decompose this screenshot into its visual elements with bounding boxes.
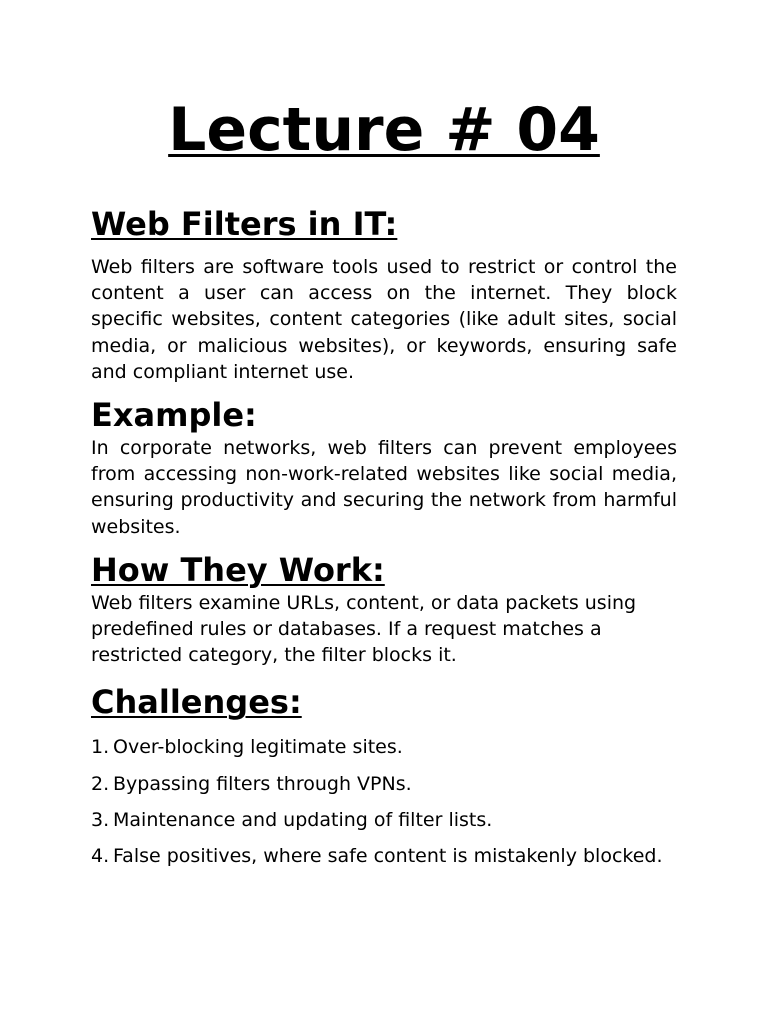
list-item-number: 3. — [91, 808, 110, 831]
list-item-text: Bypassing filters through VPNs. — [113, 772, 412, 795]
lecture-title — [91, 92, 677, 168]
list-item-text: Maintenance and updating of filter lists. — [113, 808, 493, 831]
spacer — [91, 722, 677, 734]
lecture-title-text: Lecture # 04 — [168, 95, 600, 165]
spacer — [91, 168, 677, 204]
how-they-work-heading — [91, 550, 677, 590]
challenges-heading-text: Challenges: — [91, 683, 302, 722]
challenges-heading — [91, 682, 677, 722]
spacer — [91, 540, 677, 550]
web-filters-heading-text: Web Filters in IT: — [91, 205, 398, 243]
list-item-number: 1. — [91, 736, 110, 759]
list-item-text: Over-blocking legitimate sites. — [113, 736, 403, 759]
document-content — [91, 92, 677, 879]
spacer — [91, 385, 677, 395]
list-item-number: 4. — [91, 845, 110, 868]
how-they-work-paragraph: Web filters examine URLs, content, or data packets using predefined rules or databases. If a request matches a restricted category, the filter blocks it. — [91, 591, 637, 667]
spacer — [91, 244, 677, 254]
list-item-number: 2. — [91, 772, 110, 795]
example-paragraph: In corporate networks, web filters can prevent employees from accessing non-work-related websites like social media, ensuring productivity and securing the network from harmful websites. — [91, 437, 677, 538]
example-heading: Example: — [91, 396, 257, 435]
list-item — [91, 771, 677, 797]
web-filters-heading — [91, 204, 677, 244]
spacer — [91, 668, 677, 682]
how-they-work-heading-text: How They Work: — [91, 550, 385, 589]
list-item — [91, 734, 677, 760]
challenges-list — [91, 734, 677, 869]
list-item — [91, 843, 677, 869]
web-filters-paragraph: Web filters are software tools used to restrict or control the content a user can access on the internet. They block specific websites, content categories (like adult sites, social media, or malicious websites), or keywords, ensuring safe and compliant internet use. — [91, 256, 677, 383]
list-item-text: False positives, where safe content is mistakenly blocked. — [113, 845, 663, 868]
list-item — [91, 807, 677, 833]
